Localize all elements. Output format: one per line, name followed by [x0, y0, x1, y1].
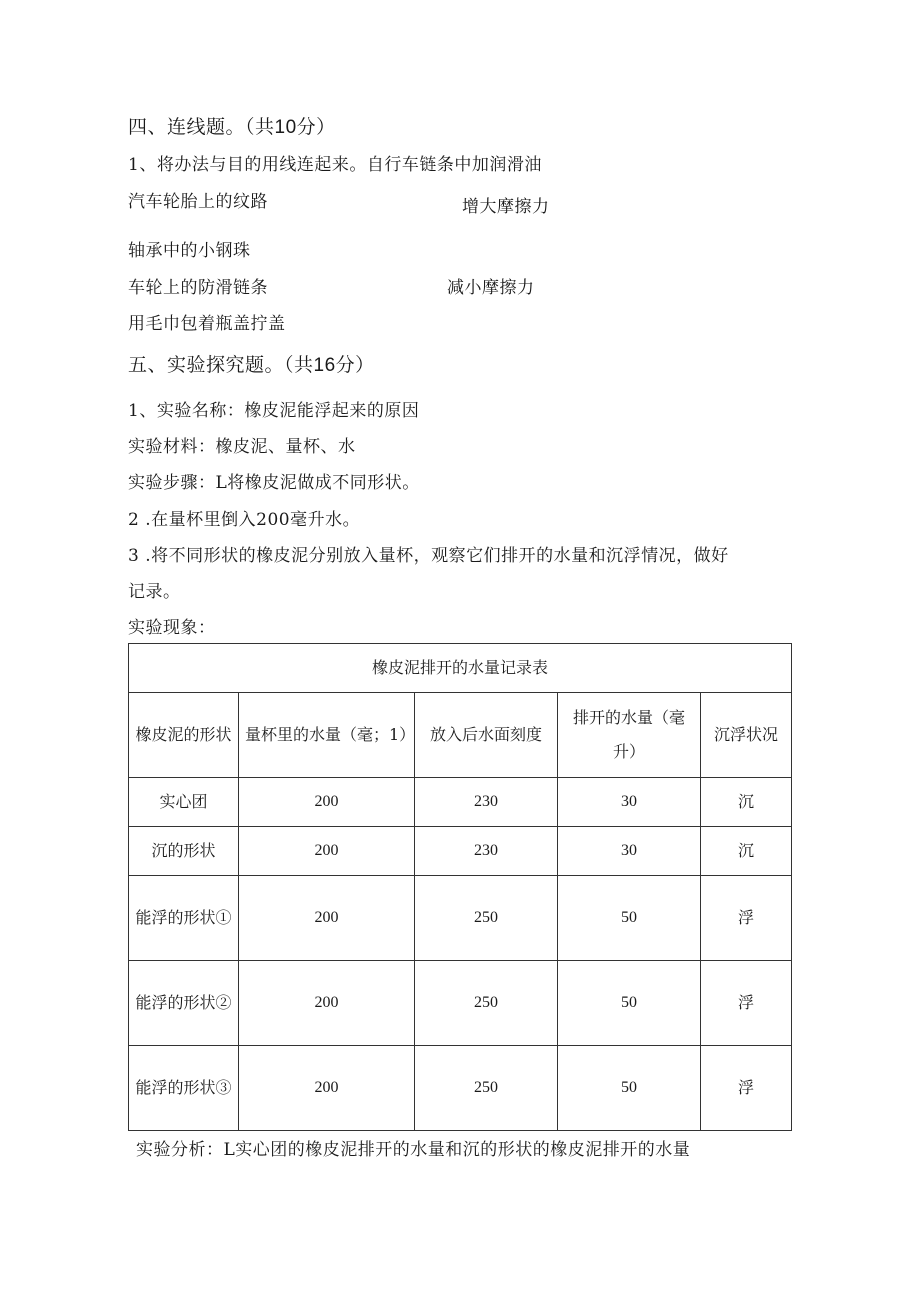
table-cell: 200: [239, 961, 415, 1046]
table-cell: 50: [558, 1046, 701, 1131]
left-item: 汽车轮胎上的纹路: [128, 192, 268, 212]
table-header: 量杯里的水量（毫；1）: [239, 693, 415, 778]
section5-heading: [128, 350, 375, 377]
table-header: 橡皮泥的形状: [129, 693, 239, 778]
table-cell: 200: [239, 876, 415, 961]
table-row: [129, 778, 792, 827]
table-cell: 浮: [701, 1046, 792, 1131]
section5-score: 16: [313, 355, 336, 376]
table-row: [129, 961, 792, 1046]
table-cell: 能浮的形状③: [129, 1046, 239, 1131]
left-item: 车轮上的防滑链条: [128, 278, 268, 298]
experiment-line: 实验步骤：L将橡皮泥做成不同形状。: [128, 473, 420, 493]
table-title: 橡皮泥排开的水量记录表: [129, 644, 792, 693]
table-cell: 能浮的形状①: [129, 876, 239, 961]
left-item: 用毛巾包着瓶盖拧盖: [128, 314, 286, 334]
table-cell: 能浮的形状②: [129, 961, 239, 1046]
table-cell: 50: [558, 876, 701, 961]
right-item: 增大摩擦力: [462, 197, 550, 217]
section5-title-end: 分）: [335, 354, 375, 376]
table-cell: 50: [558, 961, 701, 1046]
table-row: [129, 876, 792, 961]
table-row: [129, 1046, 792, 1131]
section4-heading: [128, 112, 336, 139]
table-cell: 沉的形状: [129, 827, 239, 876]
section4-title-end: 分）: [296, 116, 336, 138]
section5-title: 五、实验探究题。（共: [128, 354, 314, 376]
table-row: [129, 827, 792, 876]
experiment-line: 2 .在量杯里倒入200毫升水。: [128, 510, 361, 530]
section4-question: 1、将办法与目的用线连起来。自行车链条中加润滑油: [128, 155, 542, 175]
section4-score: 10: [274, 117, 297, 138]
table-cell: 250: [415, 961, 558, 1046]
table-header: 放入后水面刻度: [415, 693, 558, 778]
experiment-line: 1、实验名称：橡皮泥能浮起来的原因: [128, 401, 420, 421]
experiment-line: 记录。: [128, 582, 181, 602]
table-cell: 沉: [701, 827, 792, 876]
table-cell: 沉: [701, 778, 792, 827]
table-cell: 200: [239, 1046, 415, 1131]
table-header: 排开的水量（毫升）: [558, 693, 701, 778]
table-header: 沉浮状况: [701, 693, 792, 778]
experiment-line: 实验材料：橡皮泥、量杯、水: [128, 437, 356, 457]
table-cell: 250: [415, 1046, 558, 1131]
table-cell: 30: [558, 778, 701, 827]
table-cell: 200: [239, 778, 415, 827]
left-item: 轴承中的小钢珠: [128, 241, 251, 261]
table-cell: 230: [415, 827, 558, 876]
record-table: [128, 643, 792, 1131]
table-cell: 浮: [701, 961, 792, 1046]
table-cell: 230: [415, 778, 558, 827]
experiment-line: 实验现象：: [128, 618, 216, 638]
experiment-analysis: 实验分析：L实心团的橡皮泥排开的水量和沉的形状的橡皮泥排开的水量: [136, 1140, 691, 1160]
section4-title: 四、连线题。（共: [128, 116, 275, 138]
table-cell: 200: [239, 827, 415, 876]
experiment-line: 3 .将不同形状的橡皮泥分别放入量杯，观察它们排开的水量和沉浮情况，做好: [128, 546, 729, 566]
table-cell: 浮: [701, 876, 792, 961]
right-item: 减小摩擦力: [447, 278, 535, 298]
table-cell: 30: [558, 827, 701, 876]
table-cell: 实心团: [129, 778, 239, 827]
table-cell: 250: [415, 876, 558, 961]
